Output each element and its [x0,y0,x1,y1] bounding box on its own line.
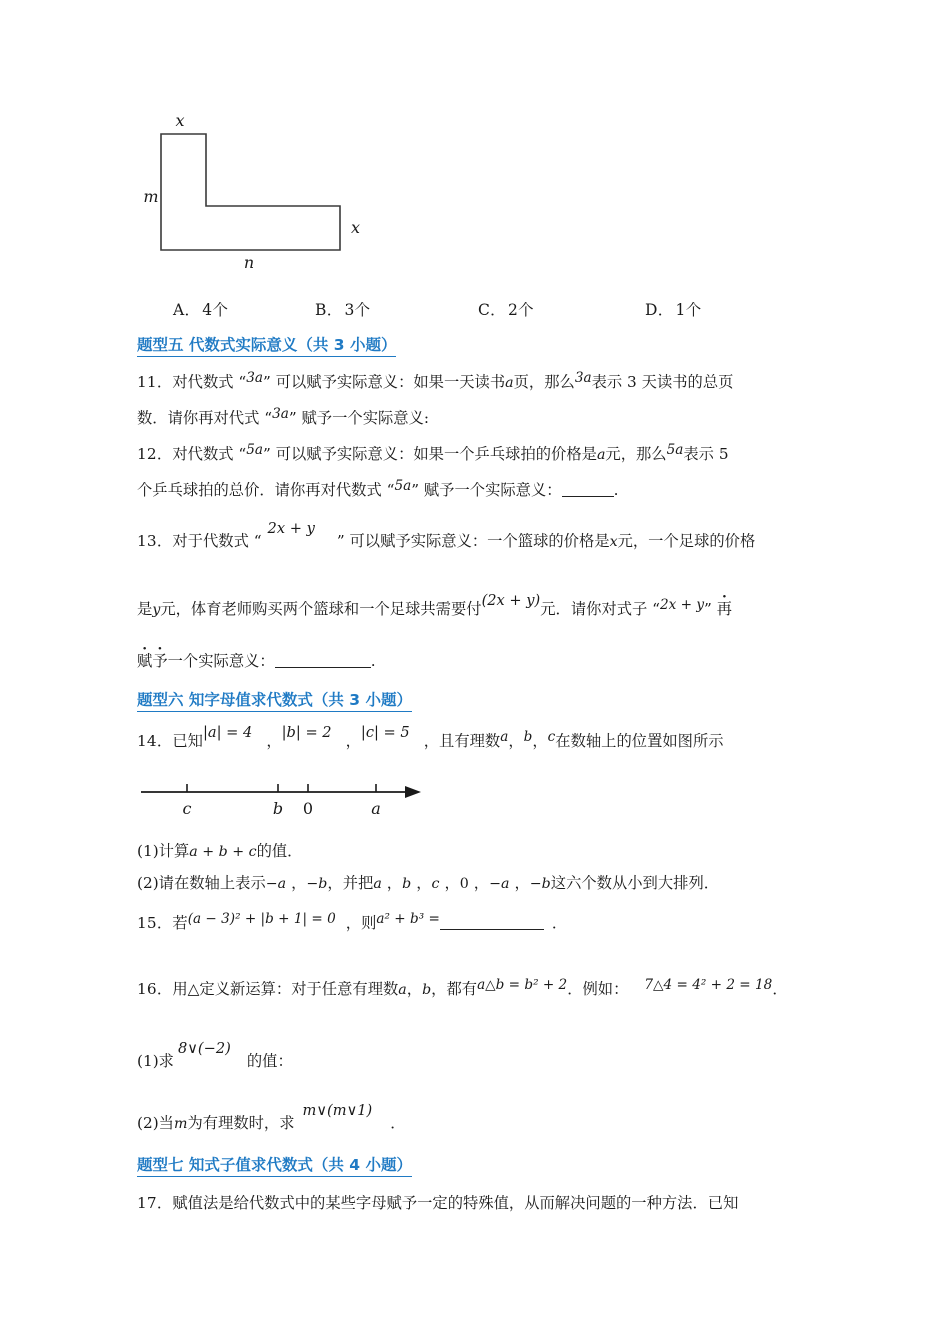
q15-text-a: 若 [172,914,188,932]
number-line-label-zero: 0 [302,799,314,818]
q13-answer-blank[interactable] [275,654,371,668]
q13-text-b: ” 可以赋予实际意义：一个篮球的价格是 [336,532,610,550]
q11-expr-3a-1: 3a [246,370,264,386]
question-14-number: 14． [137,732,173,750]
option-d[interactable] [645,298,702,320]
question-14-part-2 [137,872,719,895]
q11-expr-3a-2: 3a [574,370,592,386]
q14-expr-abs-a: |a| = 4 [202,724,253,741]
q14-comma-2: ， [345,732,361,750]
q11-text-d: 表示 3 天读书的总页 [591,373,734,391]
option-b-value: 3个 [344,301,371,319]
q12-expr-5a-1: 5a [246,442,264,458]
q16-p2-period: ． [390,1114,406,1132]
q14-p2-var-b: b [402,876,412,892]
q16-p1-expr: 8∨(−2) [177,1040,231,1057]
q12-text-b: ” 可以赋予实际意义：如果一个乒乓球拍的价格是 [263,445,597,463]
q13-emph-fu: 赋 [137,652,153,670]
option-a-value: 4个 [202,301,229,319]
question-12-number: 12． [137,445,173,463]
q16-period: ． [772,980,788,998]
q14-var-c: c [547,729,556,745]
q15-expr-1: (a − 3)² + |b + 1| = 0 [187,911,336,927]
q14-p1-expr: a + b + c [189,844,257,860]
question-11-line-2 [137,407,429,430]
question-17-line-1 [137,1192,738,1214]
question-13-line-3 [137,650,376,672]
q14-var-b: b [523,729,533,745]
question-16-line-1 [137,978,788,1001]
q14-expr-abs-c: |c| = 5 [360,724,410,741]
q14-text-c: 在数轴上的位置如图所示 [555,732,724,750]
question-14-part-1 [137,840,302,863]
q14-p2-var-a: a [373,876,382,892]
q11-text-c: 页，那么 [513,373,575,391]
q16-p1-text-a: (1)求 [137,1052,174,1070]
q12-text-a: 对代数式 “ [172,445,247,463]
question-15-number: 15． [137,914,173,932]
q11-expr-a: a [505,375,514,391]
q14-text-b: ，且有理数 [423,732,501,750]
q16-text-c: ．例如： [567,980,629,998]
q14-p2-neg-b-2: −b [529,876,551,892]
q13-period: . [370,652,376,670]
q12-text-d: 表示 5 [683,445,729,463]
q14-p2-var-c: c [431,876,440,892]
number-line-svg [137,770,457,832]
section-heading-seven: 题型七 知式子值求代数式（共 4 小题） [137,1153,412,1177]
q13-emph-zai: 再 [716,600,733,618]
l-shape-figure [137,100,437,275]
q14-p2-text-a: (2)请在数轴上表示 [137,874,266,892]
q13-text-g: ” [704,600,717,618]
q12-expr-a: a [596,447,606,463]
q13-text-e: 元，体育老师购买两个篮球和一个足球共需要付 [160,600,482,618]
q13-expr-x: x [609,534,618,550]
question-16-part-2 [137,1102,406,1135]
q16-expr-example: 7△4 = 4² + 2 = 18 [644,977,773,993]
label-bottom-n: n [243,253,255,272]
label-top-x: x [175,111,185,130]
option-c-label: C． [478,301,506,319]
q16-p1-text-b: 的值： [246,1052,293,1070]
q15-period: ． [551,914,568,932]
question-17-number: 17． [137,1194,173,1212]
q14-p2-comma-1: ， [291,874,307,892]
answer-options-row [173,298,813,324]
number-line-label-b: b [272,799,284,818]
q13-text-d: 是 [137,600,153,618]
option-b-label: B． [315,301,343,319]
question-12-line-2 [137,479,618,502]
q11-text-b: ” 可以赋予实际意义：如果一天读书 [263,373,506,391]
q17-text: 赋值法是给代数式中的某些字母赋予一定的特殊值，从而解决问题的一种方法．已知 [172,1194,739,1212]
question-15-line [137,912,567,935]
q13-expr-paren-2xy: (2x + y) [481,592,541,609]
q14-var-a: a [500,729,509,745]
q14-p2-text-b: ，并把 [327,874,374,892]
q16-var-b: b [422,982,432,998]
q14-p2-comma-2: ， [386,874,403,892]
q11-text-f: ” 赋予一个实际意义: [288,409,430,427]
number-line-label-c: c [182,799,192,818]
l-shape-svg [137,100,437,275]
q13-expr-2xy-2: 2x + y [660,597,705,613]
l-shape-outline [161,134,340,250]
q13-text-c: 元，一个足球的价格 [617,532,756,550]
q14-p1-text-b: 的值． [256,842,303,860]
q13-expr-y: y [152,602,161,618]
q13-text-h: 一个实际意义： [167,652,275,670]
label-right-x: x [351,218,361,237]
option-c-value: 2个 [507,301,534,319]
option-d-value: 1个 [675,301,702,319]
q16-comma-1: ， [406,980,423,998]
question-14-line-1 [137,724,724,753]
option-c[interactable] [478,298,534,320]
question-13-number: 13． [137,532,173,550]
q16-text-b: ，都有 [431,980,478,998]
q15-answer-blank[interactable] [440,916,544,930]
question-16-number: 16． [137,980,173,998]
number-line-label-a: a [371,799,381,818]
q11-expr-3a-3: 3a [272,406,289,422]
q13-emph-yu: 予 [152,652,168,670]
question-11-number: 11． [137,373,173,391]
q14-comma-3: ， [508,732,524,750]
q14-p1-text-a: (1)计算 [137,842,190,860]
q16-text-a: 用△定义新运算：对于任意有理数 [172,980,399,998]
q14-comma-4: ， [532,732,548,750]
number-line-figure [137,770,457,832]
q11-text-a: 对代数式 “ [172,373,247,391]
q14-comma-1: ， [266,732,282,750]
question-16-part-1 [137,1040,293,1073]
q15-expr-2: a² + b³ = [376,911,440,927]
q15-text-b: ，则 [345,914,377,932]
option-a[interactable] [173,298,228,320]
q16-p2-var-m: m [173,1116,188,1132]
q14-text-a: 已知 [172,732,203,750]
q13-expr-2xy-1: 2x + y [267,520,315,537]
q14-p2-neg-a-2: −a [489,876,510,892]
q14-p2-expr-neg-b: −b [306,876,328,892]
q12-period: . [613,481,619,499]
q13-text-f: 元．请你对式子 “ [540,600,660,618]
q14-expr-abs-b: |b| = 2 [281,724,332,741]
question-13-line-2 [137,592,733,621]
section-heading-six: 题型六 知字母值求代数式（共 3 小题） [137,688,412,712]
section-heading-five: 题型五 代数式实际意义（共 3 小题） [137,333,396,357]
q12-expr-5a-2: 5a [666,442,684,458]
option-d-label: D． [645,301,674,319]
label-left-m: m [143,187,159,206]
q14-p2-comma-4: ， [444,874,460,892]
number-line-arrowhead [405,786,421,798]
q12-expr-5a-3: 5a [394,478,412,494]
q16-var-a: a [398,982,407,998]
q13-text-a: 对于代数式 “ [172,532,262,550]
q16-expr-def: a△b = b² + 2 [477,977,568,993]
q14-p2-comma-3: ， [416,874,432,892]
option-a-label: A． [173,301,201,319]
q12-text-c: 元，那么 [605,445,667,463]
q16-p2-expr: m∨(m∨1) [302,1102,373,1119]
q16-p2-text-b: 为有理数时，求 [187,1114,295,1132]
q16-p2-text-a: (2)当 [137,1114,174,1132]
option-b[interactable] [315,298,370,320]
q12-answer-blank[interactable] [562,483,614,497]
q14-p2-comma-5: ， [473,874,490,892]
q14-p2-zero: 0 [459,876,469,892]
q14-p2-expr-neg-a: −a [265,876,287,892]
q12-text-e: 个乒乓球拍的总价．请你再对代数式 “ [137,481,395,499]
q14-p2-comma-6: ， [514,874,530,892]
q12-text-f: ” 赋予一个实际意义： [411,481,562,499]
question-12-line-1 [137,443,729,466]
q11-text-e: 数．请你再对代式 “ [137,409,273,427]
question-13-line-1 [137,520,756,553]
question-11-line-1 [137,371,733,394]
q14-p2-text-c: 这六个数从小到大排列． [550,874,720,892]
